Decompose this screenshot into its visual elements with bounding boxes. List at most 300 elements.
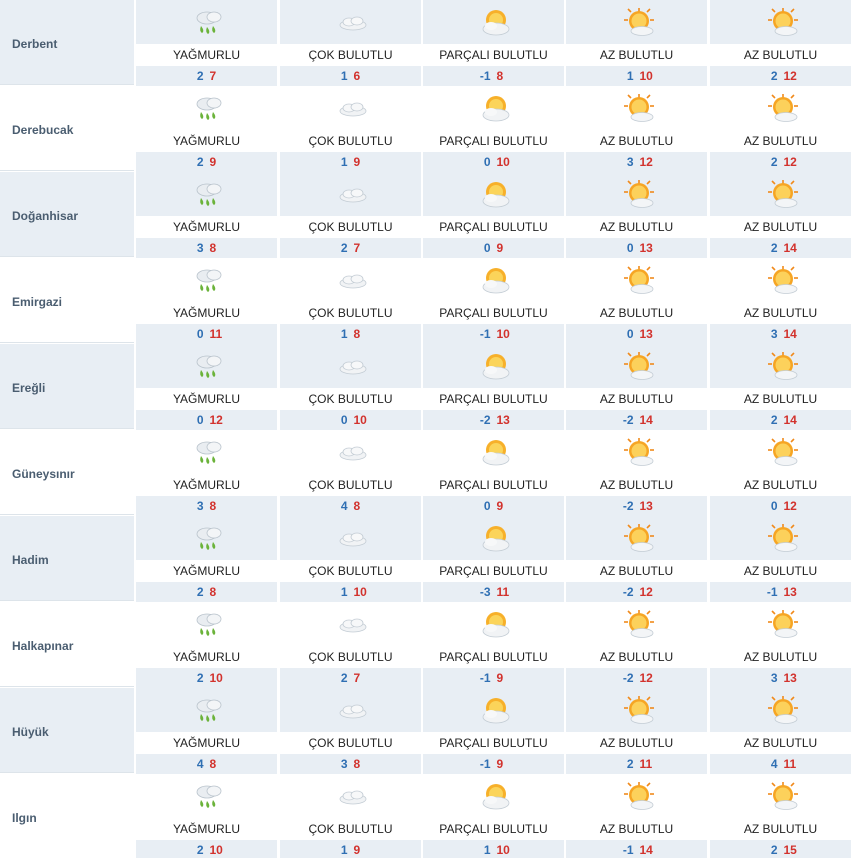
temperature-range <box>710 238 851 258</box>
forecast-day-cell <box>566 774 708 858</box>
forecast-day-cell <box>423 86 565 172</box>
city-name[interactable]: Doğanhisar <box>0 172 134 257</box>
sun-small-cloud-icon <box>622 608 656 642</box>
max-temperature: 12 <box>639 155 653 169</box>
min-temperature: 1 <box>340 327 348 341</box>
temperature-range <box>566 582 707 602</box>
condition-label: AZ BULUTLU <box>710 388 851 410</box>
min-temperature: 2 <box>770 241 778 255</box>
cloud-icon <box>336 436 370 470</box>
temperature-range <box>423 582 564 602</box>
temperature-range <box>280 410 421 430</box>
max-temperature: 12 <box>639 585 653 599</box>
icon-area <box>710 172 851 216</box>
forecast-day-cell <box>566 516 708 602</box>
rain-cloud-icon <box>192 350 226 384</box>
rain-cloud-icon <box>192 608 226 642</box>
city-row <box>0 172 864 258</box>
icon-area <box>280 774 421 818</box>
temperature-range <box>280 238 421 258</box>
max-temperature: 12 <box>783 69 797 83</box>
temperature-range <box>423 668 564 688</box>
icon-area <box>566 0 707 44</box>
condition-label: ÇOK BULUTLU <box>280 44 421 66</box>
min-temperature: 2 <box>770 413 778 427</box>
city-name[interactable]: Derbent <box>0 0 134 85</box>
forecast-day-cell <box>710 0 852 86</box>
condition-label: PARÇALI BULUTLU <box>423 646 564 668</box>
min-temperature: -1 <box>479 757 491 771</box>
icon-area <box>423 172 564 216</box>
forecast-day-cell <box>136 774 278 858</box>
max-temperature: 10 <box>209 671 223 685</box>
icon-area <box>136 516 277 560</box>
icon-area <box>566 258 707 302</box>
max-temperature: 9 <box>209 155 217 169</box>
min-temperature: 2 <box>196 671 204 685</box>
min-temperature: 4 <box>340 499 348 513</box>
icon-area <box>423 344 564 388</box>
forecast-day-cell <box>280 516 422 602</box>
condition-label: AZ BULUTLU <box>710 44 851 66</box>
forecast-day-cell <box>136 86 278 172</box>
min-temperature: 3 <box>196 499 204 513</box>
city-name[interactable]: Hüyük <box>0 688 134 773</box>
max-temperature: 8 <box>209 757 217 771</box>
min-temperature: -1 <box>766 585 778 599</box>
city-name[interactable]: Ilgın <box>0 774 134 858</box>
sun-small-cloud-icon <box>622 436 656 470</box>
icon-area <box>710 0 851 44</box>
condition-label: AZ BULUTLU <box>710 646 851 668</box>
sun-small-cloud-icon <box>622 6 656 40</box>
forecast-day-cell <box>423 258 565 344</box>
forecast-day-cell <box>136 172 278 258</box>
forecast-day-cell <box>710 602 852 688</box>
forecast-day-cell <box>280 688 422 774</box>
sun-small-cloud-icon <box>766 350 800 384</box>
forecast-day-cell <box>423 602 565 688</box>
max-temperature: 11 <box>639 757 653 771</box>
max-temperature: 14 <box>639 413 653 427</box>
max-temperature: 9 <box>353 843 361 857</box>
icon-area <box>566 774 707 818</box>
min-temperature: 1 <box>340 843 348 857</box>
city-name[interactable]: Emirgazi <box>0 258 134 343</box>
temperature-range <box>136 754 277 774</box>
icon-area <box>423 0 564 44</box>
icon-area <box>136 258 277 302</box>
condition-label: PARÇALI BULUTLU <box>423 44 564 66</box>
forecast-day-cell <box>136 344 278 430</box>
condition-label: PARÇALI BULUTLU <box>423 560 564 582</box>
forecast-day-cell <box>566 0 708 86</box>
min-temperature: 0 <box>770 499 778 513</box>
cloud-icon <box>336 694 370 728</box>
icon-area <box>710 602 851 646</box>
city-row <box>0 602 864 688</box>
max-temperature: 13 <box>639 327 653 341</box>
cloud-icon <box>336 780 370 814</box>
min-temperature: -3 <box>479 585 491 599</box>
forecast-day-cell <box>136 602 278 688</box>
icon-area <box>566 602 707 646</box>
forecast-day-cell <box>423 688 565 774</box>
condition-label: ÇOK BULUTLU <box>280 130 421 152</box>
forecast-day-cell <box>280 344 422 430</box>
city-name[interactable]: Derebucak <box>0 86 134 171</box>
min-temperature: 0 <box>483 241 491 255</box>
condition-label: AZ BULUTLU <box>710 302 851 324</box>
sun-small-cloud-icon <box>622 780 656 814</box>
condition-label: YAĞMURLU <box>136 44 277 66</box>
min-temperature: 2 <box>196 155 204 169</box>
temperature-range <box>566 66 707 86</box>
condition-label: PARÇALI BULUTLU <box>423 302 564 324</box>
rain-cloud-icon <box>192 436 226 470</box>
icon-area <box>280 172 421 216</box>
max-temperature: 10 <box>639 69 653 83</box>
max-temperature: 10 <box>209 843 223 857</box>
max-temperature: 14 <box>639 843 653 857</box>
icon-area <box>423 688 564 732</box>
min-temperature: -1 <box>622 843 634 857</box>
forecast-day-cell <box>423 344 565 430</box>
forecast-day-cell <box>136 258 278 344</box>
icon-area <box>566 430 707 474</box>
condition-label: PARÇALI BULUTLU <box>423 818 564 840</box>
max-temperature: 11 <box>496 585 510 599</box>
forecast-day-cell <box>423 172 565 258</box>
city-name[interactable]: Güneysınır <box>0 430 134 515</box>
temperature-range <box>710 668 851 688</box>
icon-area <box>136 172 277 216</box>
icon-area <box>566 344 707 388</box>
min-temperature: 0 <box>626 241 634 255</box>
sun-small-cloud-icon <box>622 522 656 556</box>
city-name[interactable]: Halkapınar <box>0 602 134 687</box>
condition-label: ÇOK BULUTLU <box>280 560 421 582</box>
min-temperature: 2 <box>770 155 778 169</box>
icon-area <box>710 344 851 388</box>
forecast-day-cell <box>280 172 422 258</box>
city-name[interactable]: Hadim <box>0 516 134 601</box>
icon-area <box>710 774 851 818</box>
sun-behind-cloud-icon <box>479 436 513 470</box>
temperature-range <box>423 324 564 344</box>
icon-area <box>280 0 421 44</box>
temperature-range <box>710 582 851 602</box>
temperature-range <box>710 152 851 172</box>
cloud-icon <box>336 178 370 212</box>
max-temperature: 7 <box>353 671 361 685</box>
min-temperature: 2 <box>340 241 348 255</box>
temperature-range <box>710 410 851 430</box>
min-temperature: 1 <box>483 843 491 857</box>
min-temperature: 0 <box>626 327 634 341</box>
sun-small-cloud-icon <box>622 694 656 728</box>
temperature-range <box>280 66 421 86</box>
max-temperature: 9 <box>496 241 504 255</box>
condition-label: PARÇALI BULUTLU <box>423 474 564 496</box>
max-temperature: 9 <box>496 671 504 685</box>
condition-label: YAĞMURLU <box>136 646 277 668</box>
rain-cloud-icon <box>192 522 226 556</box>
max-temperature: 12 <box>783 499 797 513</box>
forecast-day-cell <box>710 86 852 172</box>
sun-small-cloud-icon <box>622 92 656 126</box>
condition-label: YAĞMURLU <box>136 302 277 324</box>
city-row <box>0 774 864 858</box>
min-temperature: 0 <box>483 155 491 169</box>
condition-label: YAĞMURLU <box>136 818 277 840</box>
condition-label: PARÇALI BULUTLU <box>423 732 564 754</box>
forecast-day-cell <box>423 0 565 86</box>
forecast-day-cell <box>136 430 278 516</box>
max-temperature: 12 <box>639 671 653 685</box>
icon-area <box>710 688 851 732</box>
sun-small-cloud-icon <box>622 178 656 212</box>
city-row <box>0 344 864 430</box>
condition-label: AZ BULUTLU <box>566 646 707 668</box>
forecast-day-cell <box>710 688 852 774</box>
cloud-icon <box>336 522 370 556</box>
min-temperature: 1 <box>340 69 348 83</box>
city-row <box>0 258 864 344</box>
temperature-range <box>423 496 564 516</box>
temperature-range <box>566 754 707 774</box>
sun-small-cloud-icon <box>766 780 800 814</box>
min-temperature: 0 <box>483 499 491 513</box>
max-temperature: 9 <box>496 499 504 513</box>
temperature-range <box>566 496 707 516</box>
sun-small-cloud-icon <box>766 178 800 212</box>
temperature-range <box>280 754 421 774</box>
forecast-day-cell <box>280 774 422 858</box>
cloud-icon <box>336 350 370 384</box>
min-temperature: 1 <box>626 69 634 83</box>
icon-area <box>710 86 851 130</box>
forecast-day-cell <box>710 430 852 516</box>
icon-area <box>280 86 421 130</box>
max-temperature: 7 <box>353 241 361 255</box>
min-temperature: -2 <box>622 499 634 513</box>
condition-label: ÇOK BULUTLU <box>280 646 421 668</box>
temperature-range <box>136 496 277 516</box>
rain-cloud-icon <box>192 780 226 814</box>
condition-label: AZ BULUTLU <box>566 818 707 840</box>
forecast-day-cell <box>423 516 565 602</box>
sun-small-cloud-icon <box>766 694 800 728</box>
forecast-day-cell <box>280 0 422 86</box>
max-temperature: 7 <box>209 69 217 83</box>
temperature-range <box>136 840 277 858</box>
condition-label: YAĞMURLU <box>136 130 277 152</box>
temperature-range <box>566 840 707 858</box>
temperature-range <box>136 582 277 602</box>
temperature-range <box>710 754 851 774</box>
max-temperature: 15 <box>783 843 797 857</box>
forecast-day-cell <box>566 344 708 430</box>
icon-area <box>280 258 421 302</box>
condition-label: AZ BULUTLU <box>566 474 707 496</box>
forecast-day-cell <box>423 430 565 516</box>
condition-label: YAĞMURLU <box>136 474 277 496</box>
temperature-range <box>136 324 277 344</box>
max-temperature: 6 <box>353 69 361 83</box>
max-temperature: 8 <box>209 241 217 255</box>
temperature-range <box>280 668 421 688</box>
min-temperature: 3 <box>770 671 778 685</box>
max-temperature: 10 <box>353 585 367 599</box>
max-temperature: 14 <box>783 413 797 427</box>
temperature-range <box>423 754 564 774</box>
icon-area <box>136 602 277 646</box>
temperature-range <box>280 324 421 344</box>
min-temperature: 0 <box>340 413 348 427</box>
city-name[interactable]: Ereğli <box>0 344 134 429</box>
max-temperature: 8 <box>353 327 361 341</box>
condition-label: PARÇALI BULUTLU <box>423 130 564 152</box>
max-temperature: 10 <box>496 155 510 169</box>
max-temperature: 14 <box>783 327 797 341</box>
forecast-day-cell <box>710 774 852 858</box>
condition-label: YAĞMURLU <box>136 560 277 582</box>
max-temperature: 8 <box>209 499 217 513</box>
condition-label: YAĞMURLU <box>136 388 277 410</box>
min-temperature: 4 <box>770 757 778 771</box>
icon-area <box>136 774 277 818</box>
min-temperature: 3 <box>770 327 778 341</box>
temperature-range <box>566 238 707 258</box>
forecast-day-cell <box>566 688 708 774</box>
condition-label: AZ BULUTLU <box>710 130 851 152</box>
temperature-range <box>136 410 277 430</box>
temperature-range <box>710 66 851 86</box>
sun-behind-cloud-icon <box>479 780 513 814</box>
icon-area <box>566 688 707 732</box>
forecast-day-cell <box>136 688 278 774</box>
temperature-range <box>136 238 277 258</box>
icon-area <box>136 430 277 474</box>
forecast-day-cell <box>423 774 565 858</box>
min-temperature: -2 <box>622 585 634 599</box>
condition-label: ÇOK BULUTLU <box>280 732 421 754</box>
min-temperature: 3 <box>626 155 634 169</box>
forecast-day-cell <box>566 258 708 344</box>
icon-area <box>710 516 851 560</box>
condition-label: AZ BULUTLU <box>566 388 707 410</box>
cloud-icon <box>336 608 370 642</box>
condition-label: AZ BULUTLU <box>566 44 707 66</box>
sun-small-cloud-icon <box>766 264 800 298</box>
condition-label: ÇOK BULUTLU <box>280 388 421 410</box>
max-temperature: 8 <box>353 757 361 771</box>
sun-behind-cloud-icon <box>479 350 513 384</box>
max-temperature: 9 <box>496 757 504 771</box>
min-temperature: -1 <box>479 69 491 83</box>
sun-small-cloud-icon <box>766 522 800 556</box>
sun-small-cloud-icon <box>766 92 800 126</box>
icon-area <box>423 258 564 302</box>
forecast-day-cell <box>566 430 708 516</box>
condition-label: ÇOK BULUTLU <box>280 474 421 496</box>
max-temperature: 14 <box>783 241 797 255</box>
max-temperature: 8 <box>353 499 361 513</box>
forecast-day-cell <box>136 0 278 86</box>
temperature-range <box>710 496 851 516</box>
icon-area <box>423 430 564 474</box>
sun-small-cloud-icon <box>766 608 800 642</box>
city-row <box>0 86 864 172</box>
rain-cloud-icon <box>192 92 226 126</box>
forecast-day-cell <box>280 86 422 172</box>
icon-area <box>280 602 421 646</box>
sun-small-cloud-icon <box>622 264 656 298</box>
sun-small-cloud-icon <box>766 436 800 470</box>
min-temperature: 2 <box>340 671 348 685</box>
condition-label: AZ BULUTLU <box>710 818 851 840</box>
icon-area <box>566 172 707 216</box>
max-temperature: 11 <box>209 327 223 341</box>
min-temperature: 2 <box>196 585 204 599</box>
icon-area <box>280 344 421 388</box>
min-temperature: -2 <box>622 413 634 427</box>
condition-label: PARÇALI BULUTLU <box>423 388 564 410</box>
temperature-range <box>566 324 707 344</box>
temperature-range <box>280 582 421 602</box>
forecast-day-cell <box>710 172 852 258</box>
sun-behind-cloud-icon <box>479 6 513 40</box>
icon-area <box>136 86 277 130</box>
sun-small-cloud-icon <box>766 6 800 40</box>
icon-area <box>566 86 707 130</box>
min-temperature: 1 <box>340 155 348 169</box>
sun-behind-cloud-icon <box>479 608 513 642</box>
max-temperature: 10 <box>496 327 510 341</box>
max-temperature: 8 <box>209 585 217 599</box>
cloud-icon <box>336 92 370 126</box>
temperature-range <box>136 66 277 86</box>
forecast-day-cell <box>710 516 852 602</box>
min-temperature: 4 <box>196 757 204 771</box>
temperature-range <box>136 668 277 688</box>
rain-cloud-icon <box>192 178 226 212</box>
forecast-day-cell <box>566 602 708 688</box>
max-temperature: 12 <box>209 413 223 427</box>
icon-area <box>423 602 564 646</box>
max-temperature: 11 <box>783 757 797 771</box>
temperature-range <box>280 152 421 172</box>
icon-area <box>423 516 564 560</box>
forecast-day-cell <box>566 172 708 258</box>
temperature-range <box>280 840 421 858</box>
temperature-range <box>566 152 707 172</box>
min-temperature: 3 <box>340 757 348 771</box>
condition-label: ÇOK BULUTLU <box>280 302 421 324</box>
icon-area <box>136 688 277 732</box>
city-row <box>0 430 864 516</box>
icon-area <box>280 430 421 474</box>
condition-label: AZ BULUTLU <box>566 216 707 238</box>
max-temperature: 10 <box>353 413 367 427</box>
temperature-range <box>566 668 707 688</box>
icon-area <box>136 344 277 388</box>
sun-behind-cloud-icon <box>479 264 513 298</box>
city-row <box>0 0 864 86</box>
max-temperature: 13 <box>783 671 797 685</box>
temperature-range <box>566 410 707 430</box>
